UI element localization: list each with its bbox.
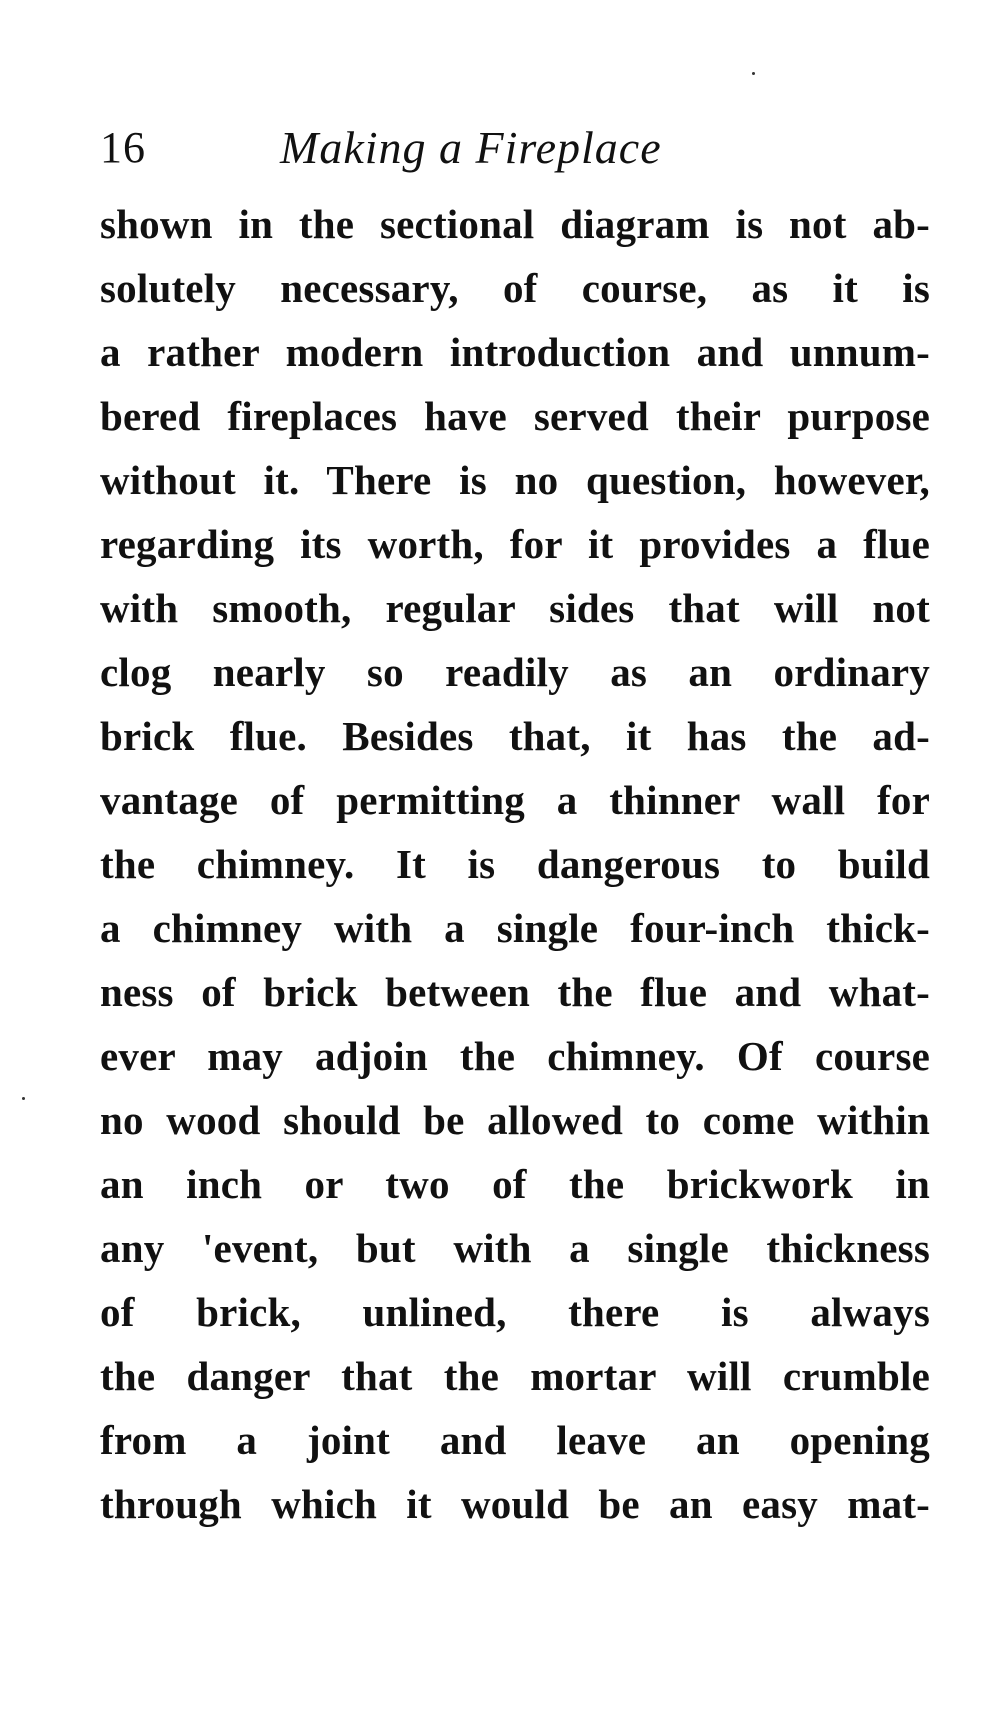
text-line: bered fireplaces have served their purpose — [100, 393, 930, 439]
body-text — [100, 192, 930, 1536]
text-line: any 'event, but with a single thickness — [100, 1225, 930, 1271]
text-line: ness of brick between the flue and what- — [100, 969, 930, 1015]
text-line: shown in the sectional diagram is not ab- — [100, 201, 930, 247]
text-line: clog nearly so readily as an ordinary — [100, 649, 930, 695]
text-line: the chimney. It is dangerous to build — [100, 841, 930, 887]
text-line: an inch or two of the brickwork in — [100, 1161, 930, 1207]
print-speck — [22, 1097, 25, 1100]
text-line: without it. There is no question, however, — [100, 457, 930, 503]
text-line: regarding its worth, for it provides a flue — [100, 521, 930, 567]
text-line: a rather modern introduction and unnum- — [100, 329, 930, 375]
text-line: vantage of permitting a thinner wall for — [100, 777, 930, 823]
print-speck — [752, 72, 755, 75]
text-line: from a joint and leave an opening — [100, 1417, 930, 1463]
running-title: Making a Fireplace — [280, 122, 662, 173]
text-line: brick flue. Besides that, it has the ad- — [100, 713, 930, 759]
text-line: the danger that the mortar will crumble — [100, 1353, 930, 1399]
page-number: 16 — [100, 123, 146, 172]
text-line: of brick, unlined, there is always — [100, 1289, 930, 1335]
text-line: ever may adjoin the chimney. Of course — [100, 1033, 930, 1079]
text-line: solutely necessary, of course, as it is — [100, 265, 930, 311]
text-line: no wood should be allowed to come within — [100, 1097, 930, 1143]
text-line: a chimney with a single four-inch thick- — [100, 905, 930, 951]
text-line: through which it would be an easy mat- — [100, 1481, 930, 1527]
text-line: with smooth, regular sides that will not — [100, 585, 930, 631]
page-header — [100, 118, 930, 178]
